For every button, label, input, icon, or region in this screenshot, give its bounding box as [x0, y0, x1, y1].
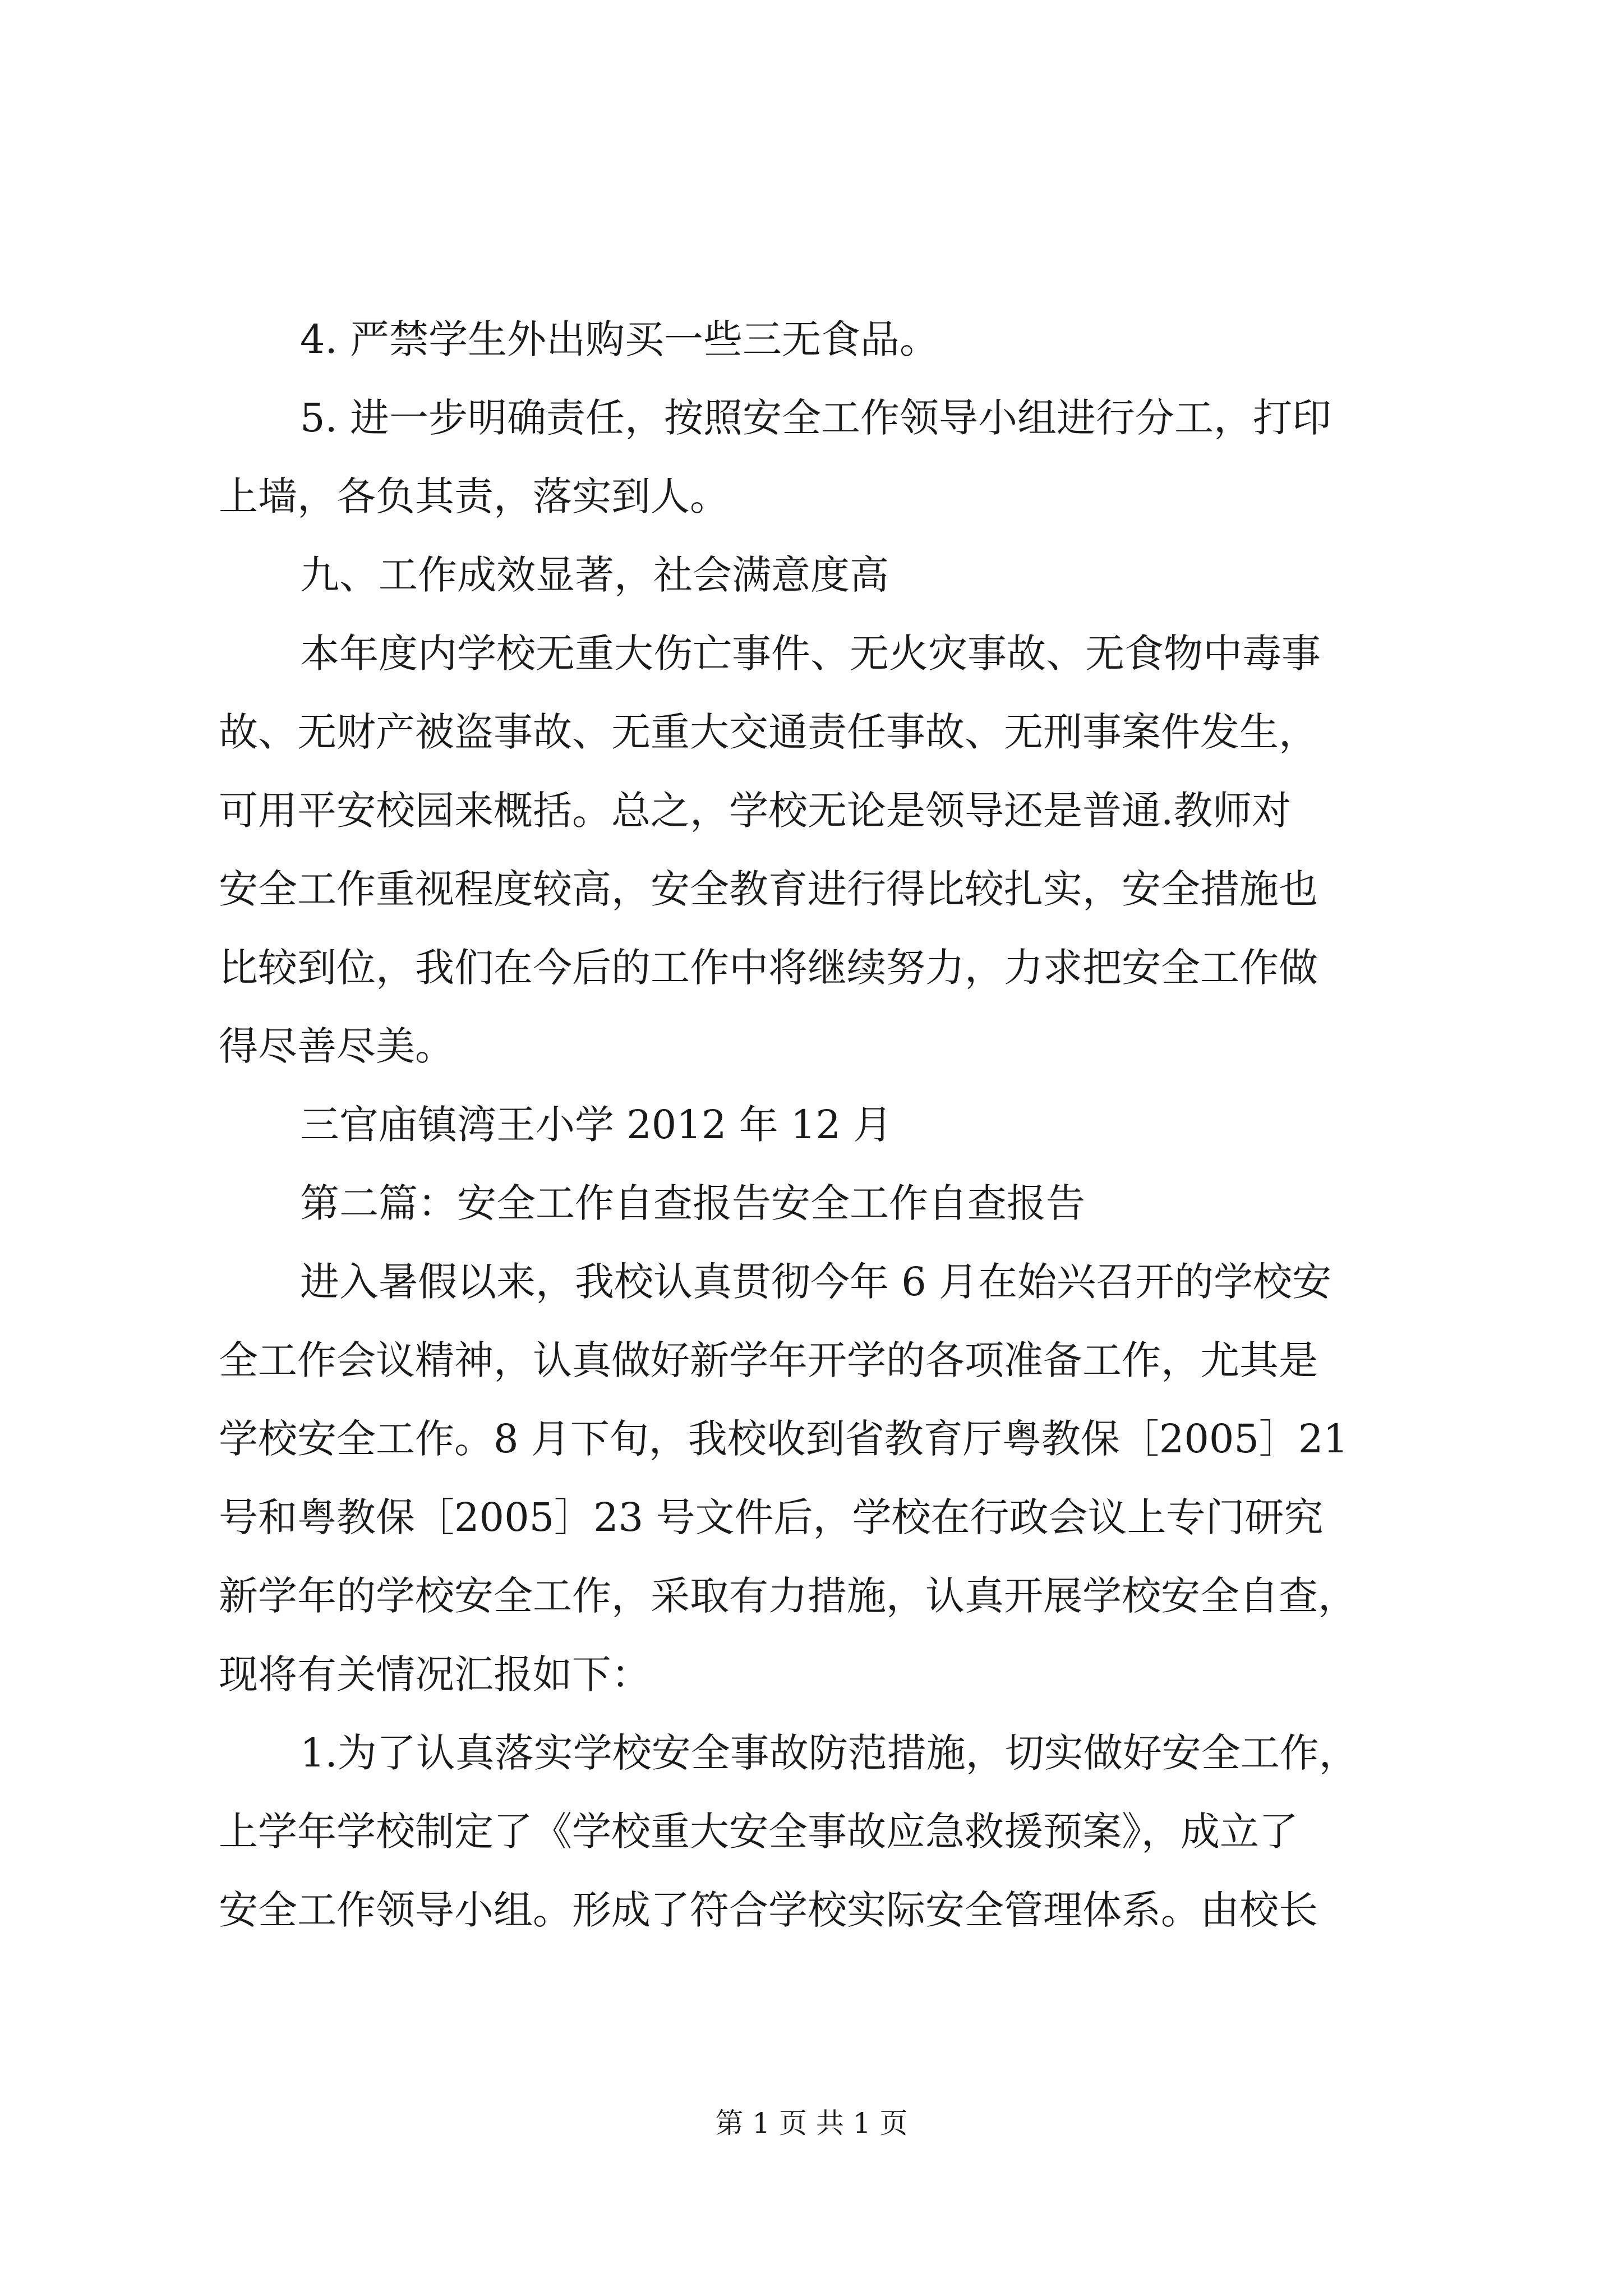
- text-line: 可用平安校园来概括。总之，学校无论是领导还是普通.教师对: [219, 788, 1292, 834]
- text-line: 5. 进一步明确责任，按照安全工作领导小组进行分工，打印: [300, 395, 1332, 441]
- text-line: 新学年的学校安全工作，采取有力措施，认真开展学校安全自查，: [219, 1573, 1357, 1619]
- text-line: 安全工作领导小组。形成了符合学校实际安全管理体系。由校长: [219, 1887, 1318, 1933]
- text-line: 故、无财产被盗事故、无重大交通责任事故、无刑事案件发生，: [219, 709, 1318, 755]
- text-line: 进入暑假以来，我校认真贯彻今年 6 月在始兴召开的学校安: [300, 1259, 1332, 1305]
- text-line: 全工作会议精神，认真做好新学年开学的各项准备工作，尤其是: [219, 1337, 1318, 1383]
- section-heading: 第二篇：安全工作自查报告安全工作自查报告: [300, 1180, 1085, 1226]
- text-line: 4. 严禁学生外出购买一些三无食品。: [300, 316, 939, 362]
- text-line: 得尽善尽美。: [219, 1023, 454, 1069]
- text-line: 上学年学校制定了《学校重大安全事故应急救援预案》，成立了: [219, 1809, 1298, 1855]
- text-line: 安全工作重视程度较高，安全教育进行得比较扎实，安全措施也: [219, 866, 1318, 912]
- text-line: 上墙，各负其责，落实到人。: [219, 473, 729, 519]
- page-footer: 第 1 页 共 1 页: [715, 2107, 908, 2139]
- text-line: 学校安全工作。8 月下旬，我校收到省教育厅粤教保［2005］21: [219, 1416, 1349, 1462]
- text-line: 现将有关情况汇报如下：: [219, 1651, 651, 1697]
- text-line: 本年度内学校无重大伤亡事件、无火灾事故、无食物中毒事: [300, 631, 1321, 677]
- section-heading: 九、工作成效显著，社会满意度高: [300, 552, 889, 598]
- text-line: 1.为了认真落实学校安全事故防范措施，切实做好安全工作，: [300, 1730, 1358, 1776]
- signature-line: 三官庙镇湾王小学 2012 年 12 月: [300, 1102, 893, 1148]
- text-line: 比较到位，我们在今后的工作中将继续努力，力求把安全工作做: [219, 945, 1318, 991]
- text-line: 号和粤教保［2005］23 号文件后，学校在行政会议上专门研究: [219, 1494, 1324, 1540]
